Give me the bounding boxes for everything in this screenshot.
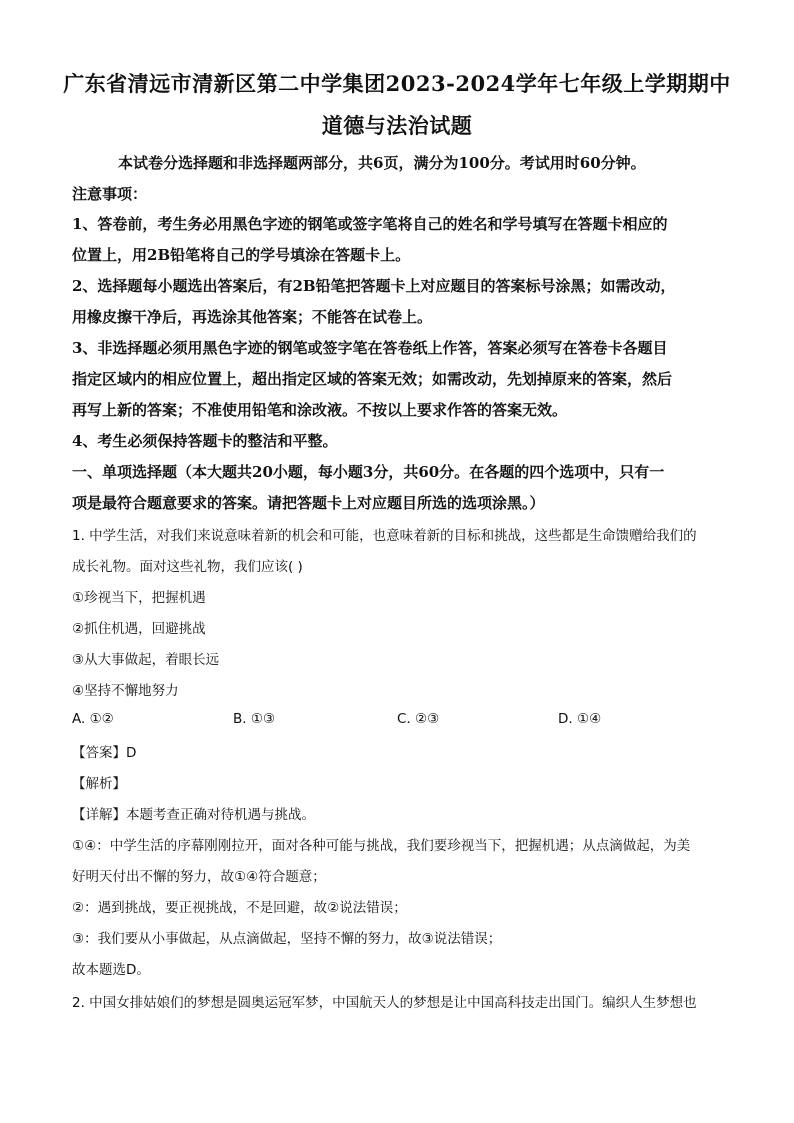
exam-title-line2: 道德与法治试题 (321, 113, 473, 138)
explanation-line: 故本题选D。 (72, 962, 150, 978)
option-a: A. ①② (72, 711, 114, 727)
notice-line: 4、考生必须保持答题卡的整洁和平整。 (72, 432, 338, 450)
exam-title-line1: 广东省清远市清新区第二中学集团2023-2024学年七年级上学期期中 (63, 71, 731, 96)
option-b: B. ①③ (233, 711, 276, 727)
question-1-item: ④坚持不懈地努力 (72, 683, 179, 699)
option-d: D. ①④ (558, 711, 602, 727)
notice-line: 2、选择题每小题选出答案后，有2B铅笔把答题卡上对应题目的答案标号涂黑；如需改动， (72, 277, 676, 295)
detail-text: 【详解】本题考查正确对待机遇与挑战。 (72, 807, 315, 823)
analysis-label: 【解析】 (72, 776, 126, 792)
notice-line: 位置上，用2B铅笔将自己的学号填涂在答题卡上。 (72, 246, 411, 264)
explanation-line: ③：我们要从小事做起，从点滴做起，坚持不懈的努力，故③说法错误； (72, 931, 502, 947)
explanation-line: ②：遇到挑战，要正视挑战，不是回避，故②说法错误； (72, 900, 407, 916)
section-heading-line2: 项是最符合题意要求的答案。请把答题卡上对应题目所选的选项涂黑。） (72, 494, 545, 512)
question-2-stem: 2. 中国女排姑娘们的梦想是圆奥运冠军梦，中国航天人的梦想是让中国高科技走出国门。编织人生梦想也 (72, 995, 697, 1011)
option-c: C. ②③ (397, 711, 440, 727)
notice-line: 指定区域内的相应位置上，超出指定区域的答案无效；如需改动，先划掉原来的答案，然后 (72, 370, 673, 388)
exam-intro: 本试卷分选择题和非选择题两部分，共6页，满分为100分。考试用时60分钟。 (118, 154, 646, 172)
question-1-options (72, 711, 732, 731)
question-1-stem: 1. 中学生活，对我们来说意味着新的机会和可能，也意味着新的目标和挑战，这些都是生命馈赠给我们的 (72, 528, 697, 544)
answer-label: 【答案】D (72, 745, 137, 761)
notice-heading: 注意事项： (72, 185, 148, 203)
notice-line: 再写上新的答案；不准使用铅笔和涂改液。不按以上要求作答的答案无效。 (72, 401, 568, 419)
question-1-stem: 成长礼物。面对这些礼物，我们应该( ) (72, 559, 303, 575)
question-1-item: ①珍视当下，把握机遇 (72, 590, 206, 606)
question-1-item: ②抓住机遇，回避挑战 (72, 621, 206, 637)
explanation-line: ①④：中学生活的序幕刚刚拉开，面对各种可能与挑战，我们要珍视当下，把握机遇；从点滴做起，为美 (72, 838, 691, 854)
notice-line: 用橡皮擦干净后，再选涂其他答案；不能答在试卷上。 (72, 308, 433, 326)
section-heading-line1: 一、单项选择题（本大题共20小题，每小题3分，共60分。在各题的四个选项中，只有一 (72, 463, 665, 481)
notice-line: 3、非选择题必须用黑色字迹的钢笔或签字笔在答卷纸上作答，答案必须写在答卷卡各题目 (72, 339, 668, 357)
question-1-item: ③从大事做起，着眼长远 (72, 652, 220, 668)
notice-line: 1、答卷前，考生务必用黑色字迹的钢笔或签字笔将自己的姓名和学号填写在答题卡相应的 (72, 215, 668, 233)
explanation-line: 好明天付出不懈的努力，故①④符合题意； (72, 869, 326, 885)
